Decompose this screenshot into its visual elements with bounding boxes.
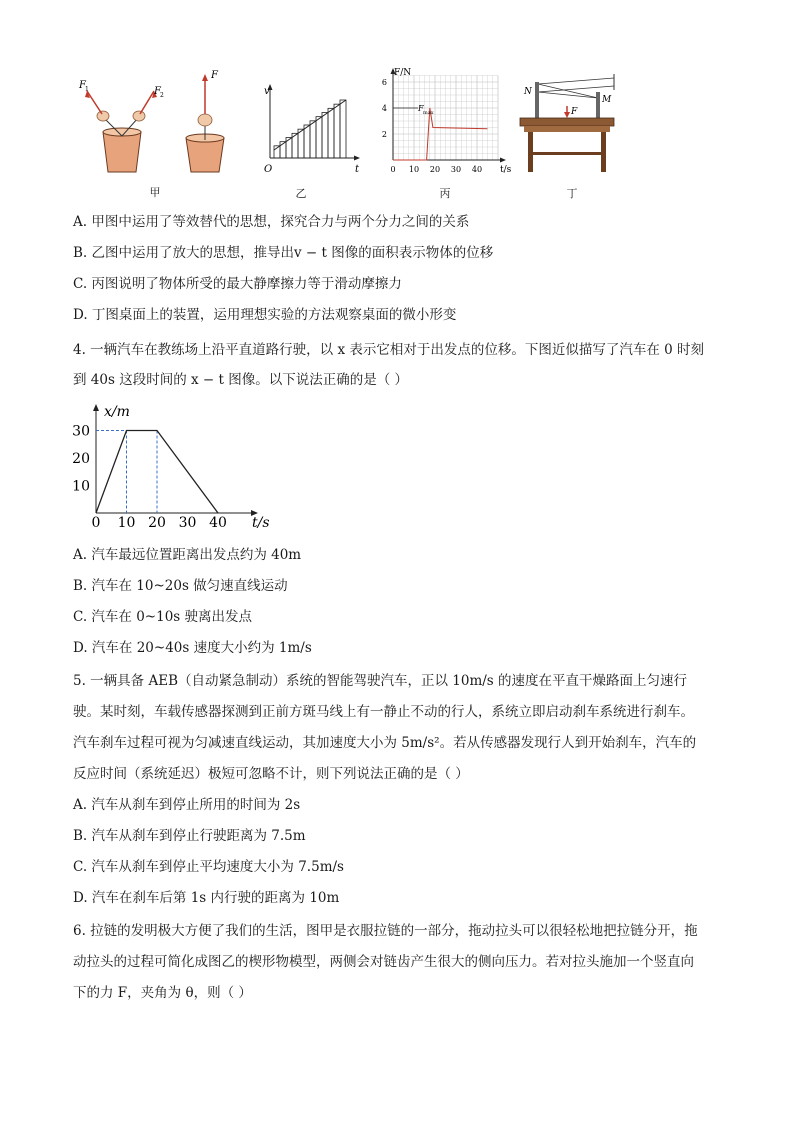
q5-option-b[interactable]: B. 汽车从刹车到停止行驶距离为 7.5m bbox=[73, 828, 306, 844]
q4-option-d[interactable]: D. 汽车在 20~40s 速度大小约为 1m/s bbox=[73, 640, 312, 656]
bing-x-tick-30: 30 bbox=[450, 165, 462, 174]
q6-stem-line2: 动拉头的过程可简化成图乙的楔形物模型，两侧会对链齿产生很大的侧向压力。若对拉头施加一个竖直向 bbox=[73, 954, 694, 970]
yi-bar-9 bbox=[328, 108, 334, 158]
q5-stem-line4: 反应时间（系统延迟）极短可忽略不计，则下列说法正确的是（ ） bbox=[73, 766, 469, 782]
yi-bar-5 bbox=[304, 125, 310, 158]
xt-x-tick-10: 10 bbox=[117, 515, 136, 531]
q3-option-d[interactable]: D. 丁图桌面上的装置，运用理想实验的方法观察桌面的微小形变 bbox=[73, 307, 457, 323]
q5-option-c[interactable]: C. 汽车从刹车到停止平均速度大小为 7.5m/s bbox=[73, 859, 344, 875]
figure-jia-drawing bbox=[74, 66, 239, 178]
q5-stem-line2: 驶。某时刻，车载传感器探测到正前方斑马线上有一静止不动的行人，系统立即启动刹车系统进行刹车。 bbox=[73, 704, 694, 720]
q4-xt-chart-svg bbox=[66, 400, 286, 532]
figure-jia bbox=[74, 66, 239, 178]
xt-y-tick-20: 20 bbox=[72, 451, 90, 467]
q3-option-c[interactable]: C. 丙图说明了物体所受的最大静摩擦力等于滑动摩擦力 bbox=[73, 276, 402, 292]
ding-m-label: M bbox=[602, 95, 612, 105]
yi-t-label: t bbox=[355, 164, 360, 175]
bing-y-tick-2: 2 bbox=[381, 130, 387, 139]
q3-option-a[interactable]: A. 甲图中运用了等效替代的思想，探究合力与两个分力之间的关系 bbox=[73, 214, 470, 230]
q3-option-b[interactable]: B. 乙图中运用了放大的思想，推导出v − t 图像的面积表示物体的位移 bbox=[73, 245, 494, 261]
yi-bar-10 bbox=[334, 104, 340, 158]
q6-stem-line1: 6. 拉链的发明极大方便了我们的生活，图甲是衣服拉链的一部分，拖动拉头可以很轻松地把拉链分开，拖 bbox=[73, 923, 698, 939]
bing-y-tick-6: 6 bbox=[381, 78, 387, 87]
caption-yi: 乙 bbox=[295, 187, 307, 200]
jia-force-f: F bbox=[211, 70, 218, 81]
xt-x-tick-20: 20 bbox=[148, 515, 166, 531]
figure-yi bbox=[258, 80, 368, 180]
q5-stem-line1: 5. 一辆具备 AEB（自动紧急制动）系统的智能驾驶汽车，正以 10m/s 的速度在平直干燥路面上匀速行 bbox=[73, 673, 688, 689]
figure-ding-drawing bbox=[518, 72, 618, 180]
yi-origin-label: O bbox=[264, 164, 273, 175]
xt-y-tick-10: 10 bbox=[72, 478, 90, 495]
figure-bing bbox=[378, 62, 518, 180]
ding-n-label: N bbox=[524, 87, 532, 97]
xt-y-tick-30: 30 bbox=[72, 423, 90, 440]
bing-fmax-sub: max bbox=[423, 110, 434, 116]
caption-ding: 丁 bbox=[566, 187, 578, 200]
jia-force-f2-sub: 2 bbox=[160, 92, 164, 99]
figure-bing-drawing bbox=[378, 62, 518, 180]
bing-x-tick-10: 10 bbox=[408, 165, 420, 174]
caption-bing: 丙 bbox=[439, 187, 451, 200]
q4-stem-line2: 到 40s 这段时间的 x − t 图像。以下说法正确的是（ ） bbox=[73, 372, 408, 388]
xt-x-tick-0: 0 bbox=[91, 515, 101, 531]
jia-force-f1: F bbox=[79, 80, 86, 91]
bing-x-tick-20: 20 bbox=[429, 165, 441, 174]
xt-y-axis-arrow bbox=[93, 404, 99, 411]
xt-x-tick-40: 40 bbox=[209, 515, 227, 531]
bing-y-label: F/N bbox=[394, 68, 412, 78]
jia-force-f1-sub: 1 bbox=[85, 86, 89, 93]
ding-f-label: F bbox=[571, 107, 578, 117]
xt-x-label: t/s bbox=[252, 515, 270, 531]
bing-x-tick-0: 0 bbox=[390, 165, 396, 174]
q6-stem-line3: 下的力 F，夹角为 θ，则（ ） bbox=[73, 985, 252, 1001]
q5-option-d[interactable]: D. 汽车在刹车后第 1s 内行驶的距离为 10m bbox=[73, 890, 340, 906]
q4-xt-chart bbox=[66, 400, 286, 532]
q4-option-b[interactable]: B. 汽车在 10~20s 做匀速直线运动 bbox=[73, 578, 288, 594]
q5-stem-line3: 汽车刹车过程可视为匀减速直线运动，其加速度大小为 5m/s²。若从传感器发现行人到开始刹车，汽车的 bbox=[73, 735, 697, 751]
q4-stem-line1: 4. 一辆汽车在教练场上沿平直道路行驶，以 x 表示它相对于出发点的位移。下图近似描写了汽车在 0 时刻 bbox=[73, 342, 705, 358]
caption-jia: 甲 bbox=[149, 186, 161, 199]
q4-option-c[interactable]: C. 汽车在 0~10s 驶离出发点 bbox=[73, 609, 253, 625]
yi-v-label: v bbox=[264, 86, 270, 97]
xt-y-label: x/m bbox=[104, 404, 130, 420]
q4-option-a[interactable]: A. 汽车最远位置距离出发点约为 40m bbox=[73, 547, 302, 563]
bing-x-tick-40: 40 bbox=[471, 165, 483, 174]
bing-x-label: t/s bbox=[500, 165, 512, 175]
xt-x-tick-30: 30 bbox=[178, 515, 197, 531]
yi-bar-11 bbox=[340, 100, 346, 158]
bing-fmax-label: F bbox=[418, 104, 424, 113]
jia-force-f2: F bbox=[154, 86, 161, 97]
yi-bar-6 bbox=[310, 121, 316, 158]
yi-bar-8 bbox=[322, 113, 328, 159]
figure-ding bbox=[518, 72, 618, 180]
q5-option-a[interactable]: A. 汽车从刹车到停止所用的时间为 2s bbox=[73, 797, 301, 813]
figure-yi-drawing bbox=[258, 80, 368, 180]
yi-bar-7 bbox=[316, 117, 322, 158]
bing-y-tick-4: 4 bbox=[381, 104, 387, 113]
yi-bar-4 bbox=[298, 129, 304, 158]
